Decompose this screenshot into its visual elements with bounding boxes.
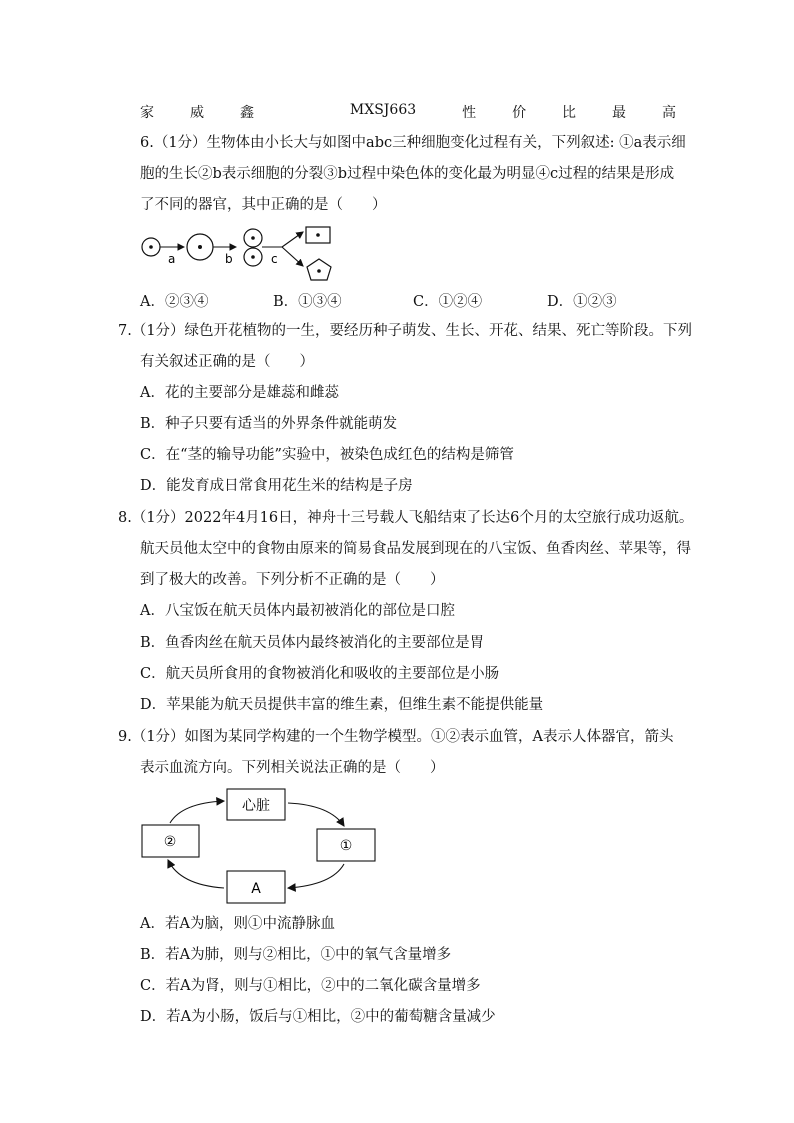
vessel-2-box xyxy=(142,825,199,857)
q8-option-a[interactable]: A．八宝饭在航天员体内最初被消化的部位是口腔 xyxy=(140,603,455,619)
arrow-heart-to-vessel1 xyxy=(288,803,344,826)
header-word: 鑫 xyxy=(239,105,254,121)
cell-change-diagram xyxy=(138,226,338,282)
arrow-vessel2-to-heart xyxy=(170,801,224,823)
heart-box xyxy=(227,789,285,820)
q9-option-a[interactable]: A．若A为脑，则①中流静脉血 xyxy=(140,916,335,932)
grown-cell xyxy=(187,234,213,260)
q9-option-d[interactable]: D．若A为小肠，饭后与①相比，②中的葡萄糖含量减少 xyxy=(140,1009,496,1025)
label-c: c xyxy=(271,252,278,266)
vessel-2-label: ② xyxy=(163,834,177,850)
vessel-1-box xyxy=(317,829,375,861)
vessel-1-label: ① xyxy=(339,838,353,854)
arrow-vessel1-to-organ xyxy=(288,864,344,888)
arrow-organ-to-vessel2 xyxy=(168,860,224,888)
header-word: 最 xyxy=(612,105,627,121)
label-a: a xyxy=(168,252,176,266)
header-word: 威 xyxy=(189,105,204,121)
q9-stem-line-1: 9.（1分）如图为某同学构建的一个生物学模型。①②表示血管，A表示人体器官，箭头 xyxy=(118,729,674,745)
q7-stem-line-2: 有关叙述正确的是（ ） xyxy=(140,354,314,370)
q8-option-c[interactable]: C．航天员所食用的食物被消化和吸收的主要部位是小肠 xyxy=(140,666,500,682)
arrow-c-down xyxy=(282,247,303,266)
header-word: 比 xyxy=(562,105,577,121)
q7-option-b[interactable]: B．种子只要有适当的外界条件就能萌发 xyxy=(140,416,398,432)
label-b: b xyxy=(225,252,233,266)
q6-stem-line-2: 胞的生长②b表示细胞的分裂③b过程中染色体的变化最为明显④c过程的结果是形成 xyxy=(140,166,675,182)
q9-option-c[interactable]: C．若A为肾，则与①相比，②中的二氧化碳含量增多 xyxy=(140,978,481,994)
q6-option-a[interactable]: A．②③④ xyxy=(140,294,209,310)
q8-option-b[interactable]: B．鱼香肉丝在航天员体内最终被消化的主要部位是胃 xyxy=(140,635,485,651)
arrow-c-up xyxy=(282,232,303,247)
square-cell xyxy=(306,227,330,243)
small-cell xyxy=(142,238,160,256)
pentagon-cell xyxy=(307,259,331,280)
header-word: MXSJ663 xyxy=(349,102,417,118)
q8-stem-line-1: 8.（1分）2022年4月16日，神舟十三号载人飞船结束了长达6个月的太空旅行成功返航。 xyxy=(118,510,694,526)
divided-cells xyxy=(244,229,262,266)
q9-option-b[interactable]: B．若A为肺，则与②相比，①中的氧气含量增多 xyxy=(140,947,452,963)
q7-stem-line-1: 7.（1分）绿色开花植物的一生，要经历种子萌发、生长、开花、结果、死亡等阶段。下列 xyxy=(118,323,693,339)
page-header xyxy=(140,102,676,122)
header-word: 高 xyxy=(661,105,676,121)
heart-label: 心脏 xyxy=(242,798,270,814)
q6-options xyxy=(140,290,660,310)
q7-option-c[interactable]: C．在“茎的输导功能”实验中，被染色成红色的结构是筛管 xyxy=(140,447,514,463)
q8-stem-line-3: 到了极大的改善。下列分析不正确的是（ ） xyxy=(140,572,445,588)
q7-option-d[interactable]: D．能发育成日常食用花生米的结构是子房 xyxy=(140,478,413,494)
q6-option-b[interactable]: B．①③④ xyxy=(273,294,342,310)
header-word: 性 xyxy=(462,105,477,121)
organ-a-label: A xyxy=(251,881,261,897)
q8-option-d[interactable]: D．苹果能为航天员提供丰富的维生素，但维生素不能提供能量 xyxy=(140,697,544,713)
header-word: 价 xyxy=(512,105,527,121)
q9-stem-line-2: 表示血流方向。下列相关说法正确的是（ ） xyxy=(140,760,445,776)
q6-option-d[interactable]: D．①②③ xyxy=(547,294,617,310)
q6-option-c[interactable]: C．①②④ xyxy=(413,294,483,310)
q8-stem-line-2: 航天员他太空中的食物由原来的简易食品发展到现在的八宝饭、鱼香肉丝、苹果等，得 xyxy=(140,541,691,557)
organ-a-box xyxy=(227,871,285,903)
q7-option-a[interactable]: A．花的主要部分是雄蕊和雌蕊 xyxy=(140,385,339,401)
q6-stem-line-1: 6.（1分）生物体由小长大与如图中abc三种细胞变化过程有关，下列叙述: ①a表示细 xyxy=(140,135,686,151)
blood-circulation-diagram xyxy=(130,785,390,910)
header-word: 家 xyxy=(140,105,154,121)
q6-stem-line-3: 了不同的器官，其中正确的是（ ） xyxy=(140,197,387,213)
